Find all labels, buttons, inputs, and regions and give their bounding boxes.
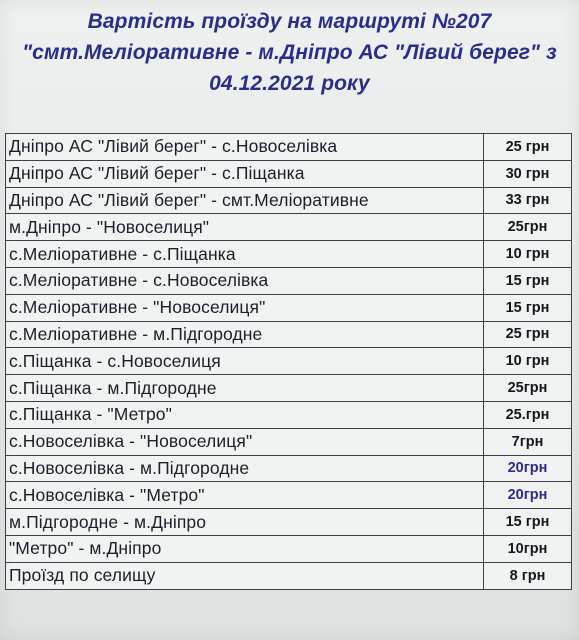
- table-row: [6, 134, 572, 161]
- price-cell: 25грн: [484, 214, 572, 241]
- table-row: [6, 535, 572, 562]
- table-row: [6, 294, 572, 321]
- handwritten-price-cell: 20грн: [484, 455, 572, 482]
- price-cell: 25.грн: [484, 401, 572, 428]
- price-cell: 25грн: [484, 375, 572, 402]
- table-row: [6, 401, 572, 428]
- title-line-1: Вартість проїзду на маршруті №207: [87, 10, 492, 33]
- route-cell: с.Меліоративне - с.Піщанка: [6, 241, 484, 268]
- route-cell: м.Дніпро - "Новоселиця": [6, 214, 484, 241]
- title-line-2: "смт.Меліоративне - м.Дніпро АС "Лівий берег" з: [22, 41, 557, 64]
- price-cell: 25 грн: [484, 134, 572, 161]
- price-cell: 30 грн: [484, 160, 572, 187]
- table-row: [6, 509, 572, 536]
- table-row: [6, 187, 572, 214]
- route-cell: с.Піщанка - м.Підгородне: [6, 375, 484, 402]
- fare-table: [5, 133, 572, 590]
- price-cell: 25 грн: [484, 321, 572, 348]
- table-row: [6, 348, 572, 375]
- route-cell: с.Новоселівка - "Метро": [6, 482, 484, 509]
- price-cell: 8 грн: [484, 562, 572, 589]
- table-row: [6, 562, 572, 589]
- price-cell: 10грн: [484, 535, 572, 562]
- route-cell: с.Меліоративне - "Новоселиця": [6, 294, 484, 321]
- route-cell: с.Новоселівка - "Новоселиця": [6, 428, 484, 455]
- route-cell: Дніпро АС "Лівий берег" - смт.Меліоративне: [6, 187, 484, 214]
- route-cell: с.Піщанка - "Метро": [6, 401, 484, 428]
- title-line-3: 04.12.2021 року: [209, 72, 370, 95]
- route-cell: Дніпро АС "Лівий берег" - с.Новоселівка: [6, 134, 484, 161]
- price-cell: 10 грн: [484, 241, 572, 268]
- table-row: [6, 455, 572, 482]
- table-row: [6, 241, 572, 268]
- table-row: [6, 160, 572, 187]
- route-cell: "Метро" - м.Дніпро: [6, 535, 484, 562]
- price-cell: 33 грн: [484, 187, 572, 214]
- price-cell: 10 грн: [484, 348, 572, 375]
- table-row: [6, 482, 572, 509]
- route-cell: Проїзд по селищу: [6, 562, 484, 589]
- price-cell: 7грн: [484, 428, 572, 455]
- route-cell: Дніпро АС "Лівий берег" - с.Піщанка: [6, 160, 484, 187]
- price-cell: 15 грн: [484, 509, 572, 536]
- table-row: [6, 428, 572, 455]
- table-row: [6, 214, 572, 241]
- price-cell: 15 грн: [484, 294, 572, 321]
- route-cell: с.Новоселівка - м.Підгородне: [6, 455, 484, 482]
- table-row: [6, 375, 572, 402]
- notice-title: [0, 6, 579, 99]
- route-cell: с.Піщанка - с.Новоселиця: [6, 348, 484, 375]
- price-cell: 15 грн: [484, 267, 572, 294]
- handwritten-price-cell: 20грн: [484, 482, 572, 509]
- route-cell: с.Меліоративне - м.Підгородне: [6, 321, 484, 348]
- route-cell: м.Підгородне - м.Дніпро: [6, 509, 484, 536]
- route-cell: с.Меліоративне - с.Новоселівка: [6, 267, 484, 294]
- table-row: [6, 321, 572, 348]
- table-row: [6, 267, 572, 294]
